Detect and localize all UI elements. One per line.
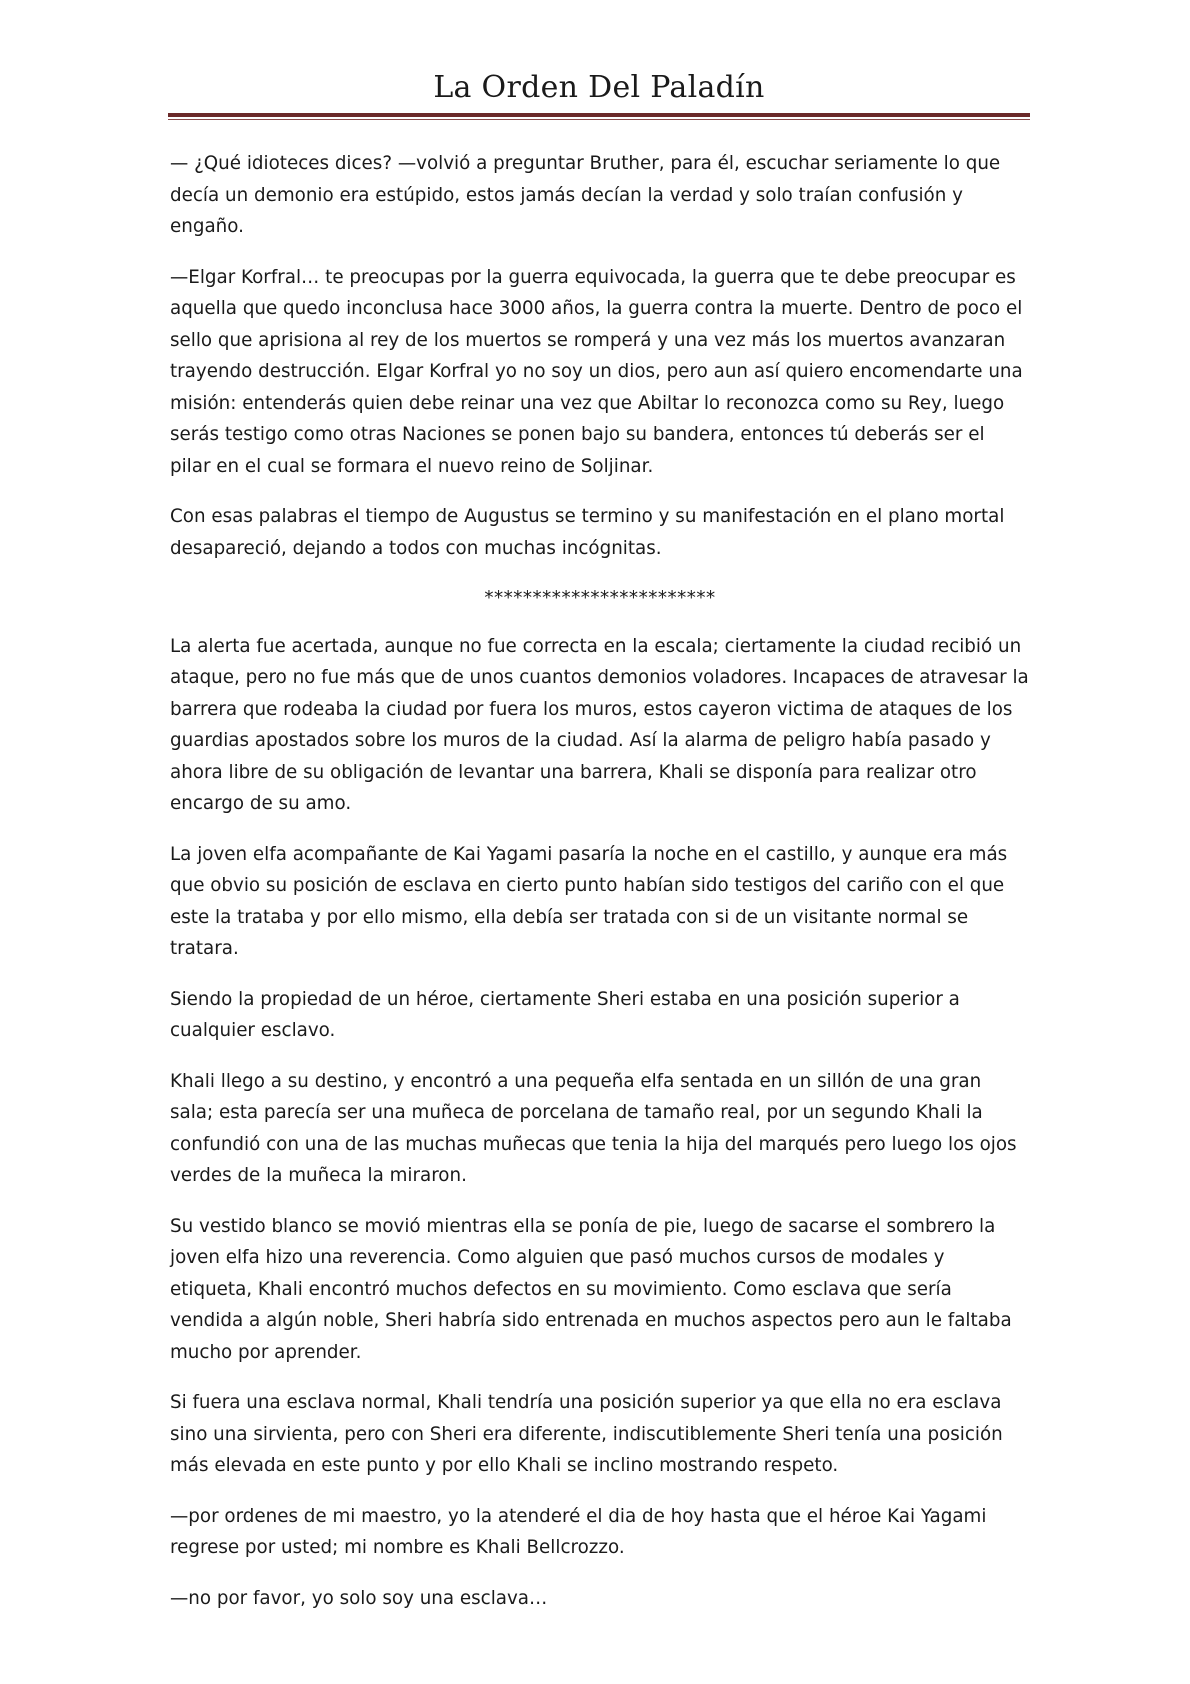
paragraph: —por ordenes de mi maestro, yo la atenderé el dia de hoy hasta que el héroe Kai Yagami regrese por usted; mi nombre es Khali Bellcrozzo.	[170, 1505, 987, 1558]
paragraph: Si fuera una esclava normal, Khali tendría una posición superior ya que ella no era esclava sino una sirvienta, pero con Sheri era diferente, indiscutiblemente Sheri tenía una posición más elevada en este punto y por ello Khali se inclino mostrando respeto.	[170, 1392, 1003, 1476]
paragraph: Su vestido blanco se movió mientras ella se ponía de pie, luego de sacarse el sombrero la joven elfa hizo una reverencia. Como alguien que pasó muchos cursos de modales y etiqueta, Khali encontró muchos defectos en su movimiento. Como esclava que sería vendida a algún noble, Sheri habría sido entrenada en muchos aspectos pero aun le faltaba mucho por aprender.	[170, 1215, 1012, 1363]
section-separator: ************************	[484, 588, 716, 609]
paragraph: Con esas palabras el tiempo de Augustus se termino y su manifestación en el plano mortal desapareció, dejando a todos con muchas incógnitas.	[170, 506, 1005, 559]
paragraph: —Elgar Korfral… te preocupas por la guerra equivocada, la guerra que te debe preocupar es aquella que quedo inconclusa hace 3000 años, la guerra contra la muerte. Dentro de poco el sello que aprisiona al rey de los muertos se romperá y una vez más los muertos avanzaran trayendo destrucción. Elgar Korfral yo no soy un dios, pero aun así quiero encomendarte una misión: entenderás quien debe reinar una vez que Abiltar lo reconozca como su Rey, luego serás testigo como otras Naciones se ponen bajo su bandera, entonces tú deberás ser el pilar en el cual se formara el nuevo reino de Soljinar.	[170, 266, 1023, 477]
paragraph: Siendo la propiedad de un héroe, ciertamente Sheri estaba en una posición superior a cualquier esclavo.	[170, 988, 960, 1041]
body-text	[170, 148, 1030, 1633]
page-header-title: La Orden Del Paladín	[433, 70, 765, 105]
header-rule-thick	[168, 113, 1030, 117]
header-rule-thin	[168, 119, 1030, 120]
paragraph: La joven elfa acompañante de Kai Yagami pasaría la noche en el castillo, y aunque era más que obvio su posición de esclava en cierto punto habían sido testigos del cariño con el que este la trataba y por ello mismo, ella debía ser tratada con si de un visitante normal se tratara.	[170, 843, 1008, 959]
paragraph: La alerta fue acertada, aunque no fue correcta en la escala; ciertamente la ciudad recibió un ataque, pero no fue más que de unos cuantos demonios voladores. Incapaces de atravesar la barrera que rodeaba la ciudad por fuera los muros, estos cayeron victima de ataques de los guardias apostados sobre los muros de la ciudad. Así la alarma de peligro había pasado y ahora libre de su obligación de levantar una barrera, Khali se disponía para realizar otro encargo de su amo.	[170, 635, 1029, 814]
paragraph: Khali llego a su destino, y encontró a una pequeña elfa sentada en un sillón de una gran sala; esta parecía ser una muñeca de porcelana de tamaño real, por un segundo Khali la confundió con una de las muchas muñecas que tenia la hija del marqués pero luego los ojos verdes de la muñeca la miraron.	[170, 1070, 1017, 1186]
paragraph: —no por favor, yo solo soy una esclava…	[170, 1587, 548, 1609]
paragraph: — ¿Qué idioteces dices? —volvió a preguntar Bruther, para él, escuchar seriamente lo que decía un demonio era estúpido, estos jamás decían la verdad y solo traían confusión y engaño.	[170, 153, 1001, 237]
